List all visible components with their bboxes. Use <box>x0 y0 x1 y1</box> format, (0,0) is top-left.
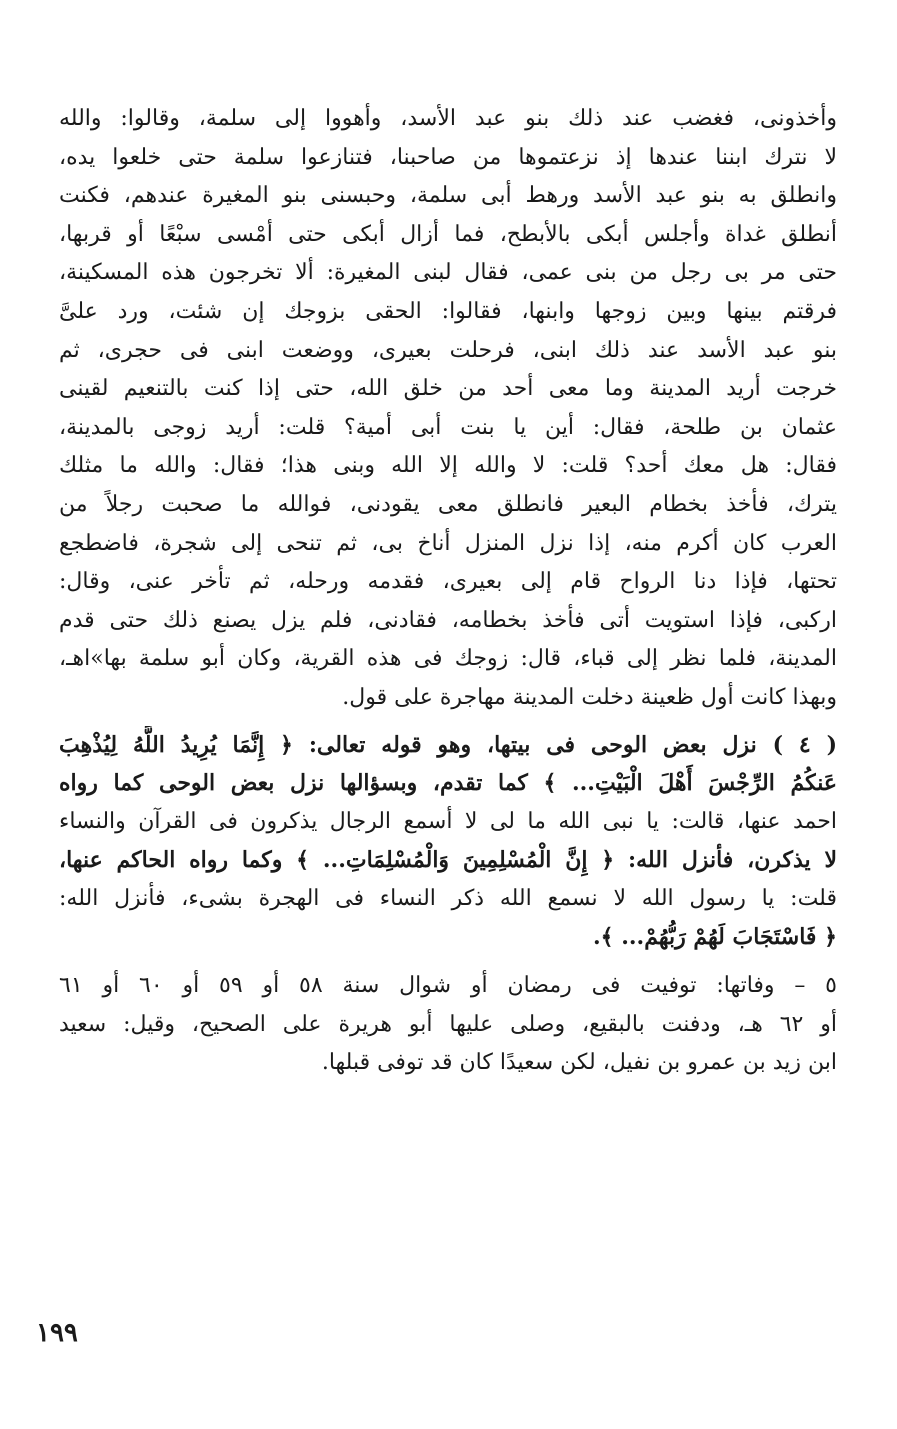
text-line: لا نترك ابننا عندها إذ نزعتموها من صاحبنا، فتنازعوا سلمة حتى خلعوا يده، <box>59 144 837 170</box>
text-line: بنو عبد الأسد عند ذلك ابنى، فرحلت بعيرى، ووضعت ابنى فى حجرى، ثم <box>59 337 837 363</box>
text-line: لا يذكرن، فأنزل الله: ﴿ إِنَّ الْمُسْلِمِينَ وَالْمُسْلِمَاتِ... ﴾ وكما رواه الحاكم عنها، <box>59 847 837 874</box>
text-line: العرب كان أكرم منه، إذا نزل المنزل أناخ بى، ثم تنحى إلى شجرة، فاضطجع <box>59 530 837 556</box>
text-line: ٥ – وفاتها: توفيت فى رمضان أو شوال سنة ٥٨ أو ٥٩ أو ٦٠ أو ٦١ <box>59 973 837 999</box>
page-body <box>59 100 837 1083</box>
text-line: اركبى، فإذا استويت أتى فأخذ بخطامه، فقادنى، فلم يزل يصنع ذلك حتى قدم <box>59 607 837 633</box>
text-line: عثمان بن طلحة، فقال: أين يا بنت أبى أمية؟ قلت: أريد زوجى بالمدينة، <box>59 414 837 440</box>
text-line: ( ٤ ) نزل بعض الوحى فى بيتها، وهو قوله تعالى: ﴿ إِنَّمَا يُرِيدُ اللَّهُ لِيُذْهِبَ <box>59 731 837 758</box>
text-line: فرقتم بينها وبين زوجها وابنها، فقالوا: الحقى بزوجك إن شئت، ورد علىَّ <box>59 298 837 324</box>
text-line: أو ٦٢ هـ، ودفنت بالبقيع، وصلى عليها أبو هريرة على الصحيح، وقيل: سعيد <box>59 1011 837 1037</box>
text-line: احمد عنها، قالت: يا نبى الله ما لى لا أسمع الرجال يذكرون فى القرآن والنساء <box>59 808 837 834</box>
text-line: تحتها، فإذا دنا الرواح قام إلى بعيرى، فقدمه ورحله، ثم تأخر عنى، وقال: <box>59 569 837 595</box>
text-line: وانطلق به بنو عبد الأسد ورهط أبى سلمة، وحبسنى بنو المغيرة عندهم، فكنت <box>59 183 837 209</box>
text-line: أنطلق غداة وأجلس أبكى بالأبطح، فما أزال أبكى حتى أمْسى سبْعًا أو قربها، <box>59 221 837 247</box>
text-line: عَنكُمُ الرِّجْسَ أَهْلَ الْبَيْتِ... ﴾ كما تقدم، وبسؤالها نزل بعض الوحى كما رواه <box>59 770 837 797</box>
paragraph-revelation <box>59 726 837 958</box>
text-line: حتى مر بى رجل من بنى عمى، فقال لبنى المغيرة: ألا تخرجون هذه المسكينة، <box>59 260 837 286</box>
text-line: وأخذونى، فغضب عند ذلك بنو عبد الأسد، وأهووا إلى سلمة، وقالوا: والله <box>59 106 837 131</box>
text-line: ﴿ فَاسْتَجَابَ لَهُمْ رَبُّهُمْ... ﴾. <box>593 924 837 951</box>
text-line: خرجت أريد المدينة وما معى أحد من خلق الله، حتى إذا كنت بالتنعيم لقينى <box>59 376 837 402</box>
paragraph-narrative <box>59 100 837 718</box>
text-line: قلت: يا رسول الله لا نسمع الله ذكر النساء فى الهجرة بشىء، فأنزل الله: <box>59 885 837 911</box>
paragraph-death <box>59 967 837 1083</box>
text-line: فقال: هل معك أحد؟ قلت: لا والله إلا الله وبنى هذا؛ فقال: والله ما مثلك <box>59 453 837 479</box>
text-line: وبهذا كانت أول ظعينة دخلت المدينة مهاجرة على قول. <box>342 684 837 710</box>
page-number: ١٩٩ <box>36 1318 78 1348</box>
text-line: يترك، فأخذ بخطام البعير فانطلق معى يقودنى، فوالله ما صحبت رجلاً من <box>59 491 837 517</box>
text-line: ابن زيد بن عمرو بن نفيل، لكن سعيدًا كان قد توفى قبلها. <box>321 1050 837 1076</box>
text-line: المدينة، فلما نظر إلى قباء، قال: زوجك فى هذه القرية، وكان أبو سلمة بها»اهـ، <box>59 646 837 672</box>
